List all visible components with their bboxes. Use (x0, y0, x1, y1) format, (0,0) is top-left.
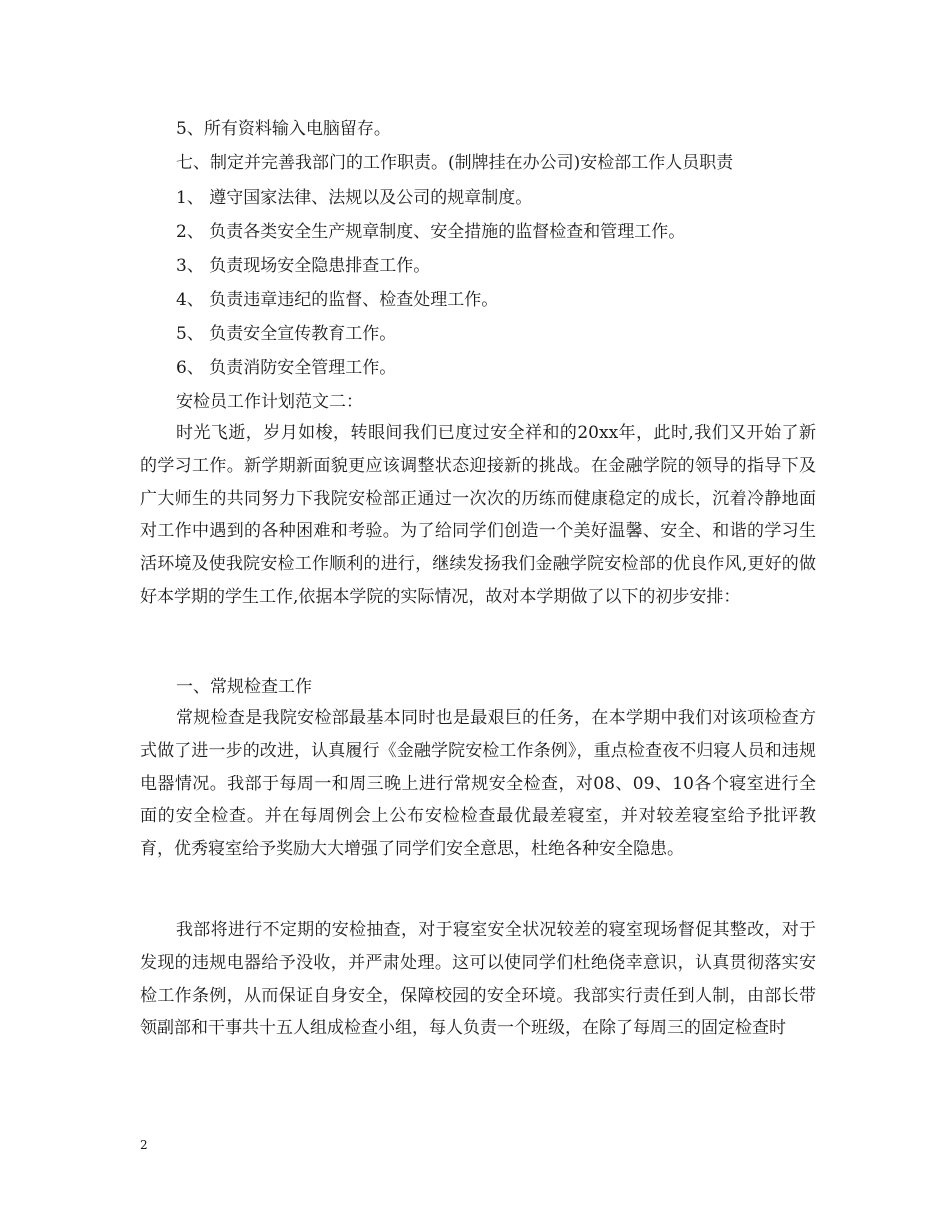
section-heading-7: 七、制定并完善我部门的工作职责。(制牌挂在办公司)安检部工作人员职责 (176, 153, 734, 173)
duty-item-4: 4、 负责违章违纪的监督、检查处理工作。 (176, 290, 499, 310)
duty-item-1: 1、 遵守国家法律、法规以及公司的规章制度。 (176, 188, 533, 208)
duty-item-6: 6、 负责消防安全管理工作。 (176, 358, 397, 378)
page-number: 2 (140, 1138, 148, 1152)
duty-item-2: 2、 负责各类安全生产规章制度、安全措施的监督检查和管理工作。 (176, 222, 686, 242)
paragraph-intro: 时光飞逝，岁月如梭，转眼间我们已度过安全祥和的20xx年，此时,我们又开始了新的学习工作。新学期新面貌更应该调整状态迎接新的挑战。在金融学院的领导的指导下及广大师生的共同努力下我院安检部正通过一次次的历练而健康稳定的成长，沉着冷静地面对工作中遇到的各种困难和考验。为了给同学们创造一个美好温馨、安全、和谐的学习生活环境及使我院安检工作顺利的进行，继续发扬我们金融学院安检部的优良作风,更好的做好本学期的学生工作,依据本学院的实际情况，故对本学期做了以下的初步安排： (140, 423, 816, 607)
paragraph-routine-check: 常规检查是我院安检部最基本同时也是最艰巨的任务，在本学期中我们对该项检查方式做了进一步的改进，认真履行《金融学院安检工作条例》，重点检查夜不归寝人员和违规电器情况。我部于每周一和周三晚上进行常规安全检查，对08、09、10各个寝室进行全面的安全检查。并在每周例会上公布安检检查最优最差寝室，并对较差寝室给予批评教育，优秀寝室给予奖励大大增强了同学们安全意思，杜绝各种安全隐患。 (140, 708, 816, 860)
section-heading-routine-check: 一、常规检查工作 (176, 677, 312, 697)
document-subtitle: 安检员工作计划范文二： (176, 392, 363, 412)
text-line-item-5: 5、所有资料输入电脑留存。 (176, 119, 391, 139)
paragraph-spot-check: 我部将进行不定期的安检抽查，对于寝室安全状况较差的寝室现场督促其整改，对于发现的违规电器给予没收，并严肃处理。这可以使同学们杜绝侥幸意识，认真贯彻落实安检工作条例，从而保证自身安全，保障校园的安全环境。我部实行责任到人制，由部长带领副部和干事共十五人组成检查小组，每人负责一个班级，在除了每周三的固定检查时 (140, 920, 816, 1039)
duty-item-3: 3、 负责现场安全隐患排查工作。 (176, 256, 431, 276)
duty-item-5: 5、 负责安全宣传教育工作。 (176, 324, 397, 344)
